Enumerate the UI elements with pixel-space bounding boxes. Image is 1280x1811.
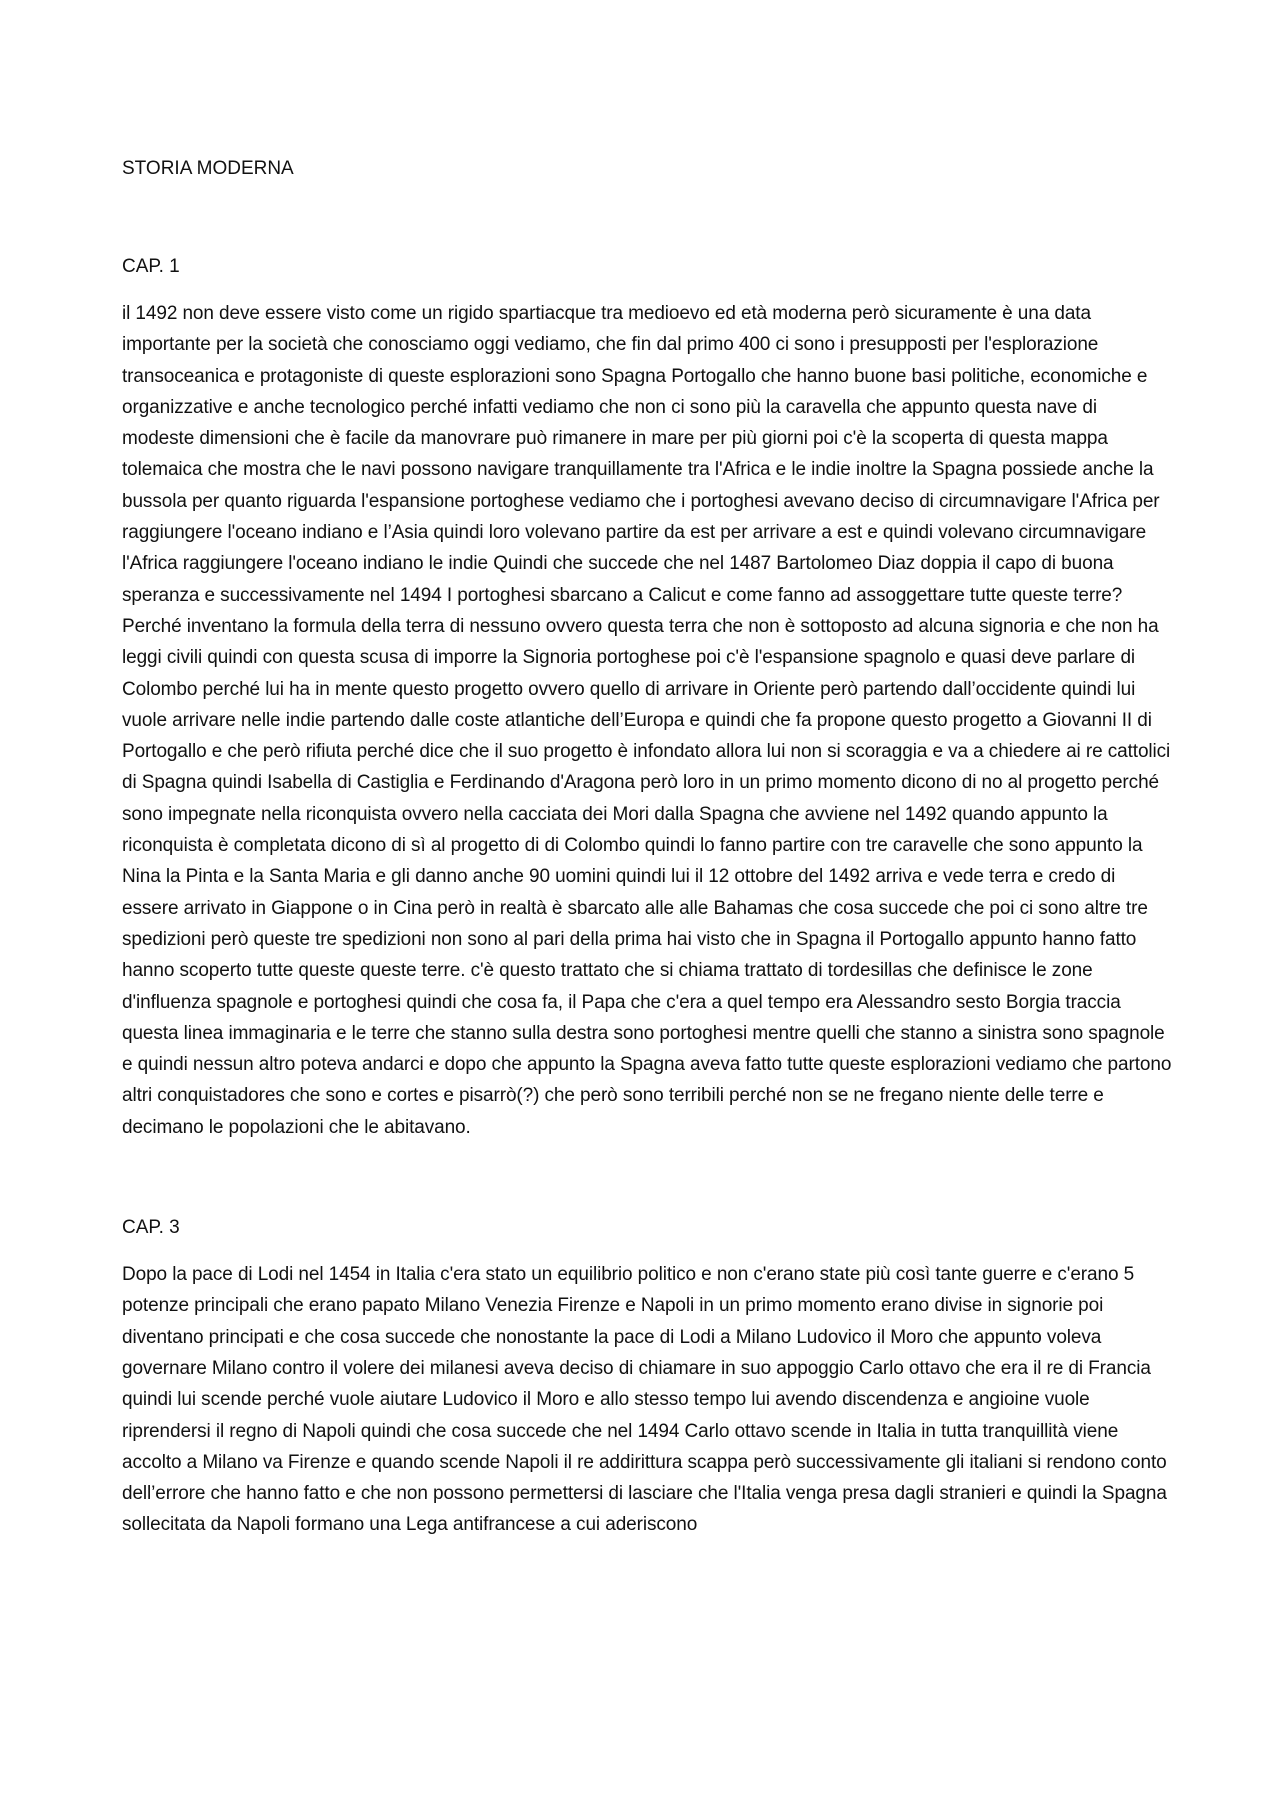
document-title: STORIA MODERNA [122, 158, 294, 179]
chapter-3-paragraph: Dopo la pace di Lodi nel 1454 in Italia c'era stato un equilibrio politico e non c'erano state più così tante guerre e c'erano 5 potenze principali che erano papato Milano Venezia Firenze e Napoli in un primo momento erano divise in signorie poi diventano principati e che cosa succede che nonostante la pace di Lodi a Milano Ludovico il Moro che appunto voleva governare Milano contro il volere dei milanesi aveva deciso di chiamare in suo appoggio Carlo ottavo che era il re di Francia quindi lui scende perché vuole aiutare Ludovico il Moro e allo stesso tempo lui avendo discendenza e angioine vuole riprendersi il regno di Napoli quindi che cosa succede che nel 1494 Carlo ottavo scende in Italia in tutta tranquillità viene accolto a Milano va Firenze e quando scende Napoli il re addirittura scappa però successivamente gli italiani si rendono conto dell’errore che hanno fatto e che non possono permettersi di lasciare che l'Italia venga presa dagli stranieri e quindi la Spagna sollecitata da Napoli formano una Lega antifrancese a cui aderiscono [122, 1264, 1167, 1536]
document-body [122, 156, 1172, 1541]
chapter-3-section [122, 1215, 1172, 1541]
chapter-1-heading: CAP. 1 [122, 256, 180, 277]
chapter-1-paragraph: il 1492 non deve essere visto come un rigido spartiacque tra medioevo ed età moderna però sicuramente è una data importante per la società che conosciamo oggi vediamo, che fin dal primo 400 ci sono i presupposti per l'esplorazione transoceanica e protagoniste di queste esplorazioni sono Spagna Portogallo che hanno buone basi politiche, economiche e organizzative e anche tecnologico perché infatti vediamo che non ci sono più la caravella che appunto questa nave di modeste dimensioni che è facile da manovrare può rimanere in mare per più giorni poi c'è la scoperta di questa mappa tolemaica che mostra che le navi possono navigare tranquillamente tra l'Africa e le indie inoltre la Spagna possiede anche la bussola per quanto riguarda l'espansione portoghese vediamo che i portoghesi avevano deciso di circumnavigare l'Africa per raggiungere l'oceano indiano e l’Asia quindi loro volevano partire da est per arrivare a est e quindi volevano circumnavigare l'Africa raggiungere l'oceano indiano le indie Quindi che succede che nel 1487 Bartolomeo Diaz doppia il capo di buona speranza e successivamente nel 1494 I portoghesi sbarcano a Calicut e come fanno ad assoggettare tutte queste terre? Perché inventano la formula della terra di nessuno ovvero questa terra che non è sottoposto ad alcuna signoria e che non ha leggi civili quindi con questa scusa di imporre la Signoria portoghese poi c'è l'espansione spagnolo e quasi deve parlare di Colombo perché lui ha in mente questo progetto ovvero quello di arrivare in Oriente però partendo dall’occidente quindi lui vuole arrivare nelle indie partendo dalle coste atlantiche dell’Europa e quindi che fa propone questo progetto a Giovanni II di Portogallo e che però rifiuta perché dice che il suo progetto è infondato allora lui non si scoraggia e va a chiedere ai re cattolici di Spagna quindi Isabella di Castiglia e Ferdinando d'Aragona però loro in un primo momento dicono di no al progetto perché sono impegnate nella riconquista ovvero nella cacciata dei Mori dalla Spagna che avviene nel 1492 quando appunto la riconquista è completata dicono di sì al progetto di di Colombo quindi lo fanno partire con tre caravelle che sono appunto la Nina la Pinta e la Santa Maria e gli danno anche 90 uomini quindi lui il 12 ottobre del 1492 arriva e vede terra e credo di essere arrivato in Giappone o in Cina però in realtà è sbarcato alle alle Bahamas che cosa succede che poi ci sono altre tre spedizioni però queste tre spedizioni non sono al pari della prima hai visto che in Spagna il Portogallo appunto hanno fatto hanno scoperto tutte queste queste terre. c'è questo trattato che si chiama trattato di tordesillas che definisce le zone d'influenza spagnole e portoghesi quindi che cosa fa, il Papa che c'era a quel tempo era Alessandro sesto Borgia traccia questa linea immaginaria e le terre che stanno sulla destra sono portoghesi mentre quelli che stanno a sinistra sono spagnole e quindi nessun altro poteva andarci e dopo che appunto la Spagna aveva fatto tutte queste esplorazioni vediamo che partono altri conquistadores che sono e cortes e pisarrò(?) che però sono terribili perché non se ne fregano niente delle terre e decimano le popolazioni che le abitavano. [122, 303, 1172, 1138]
chapter-3-heading: CAP. 3 [122, 1217, 180, 1239]
chapter-1-section [122, 254, 1172, 1143]
